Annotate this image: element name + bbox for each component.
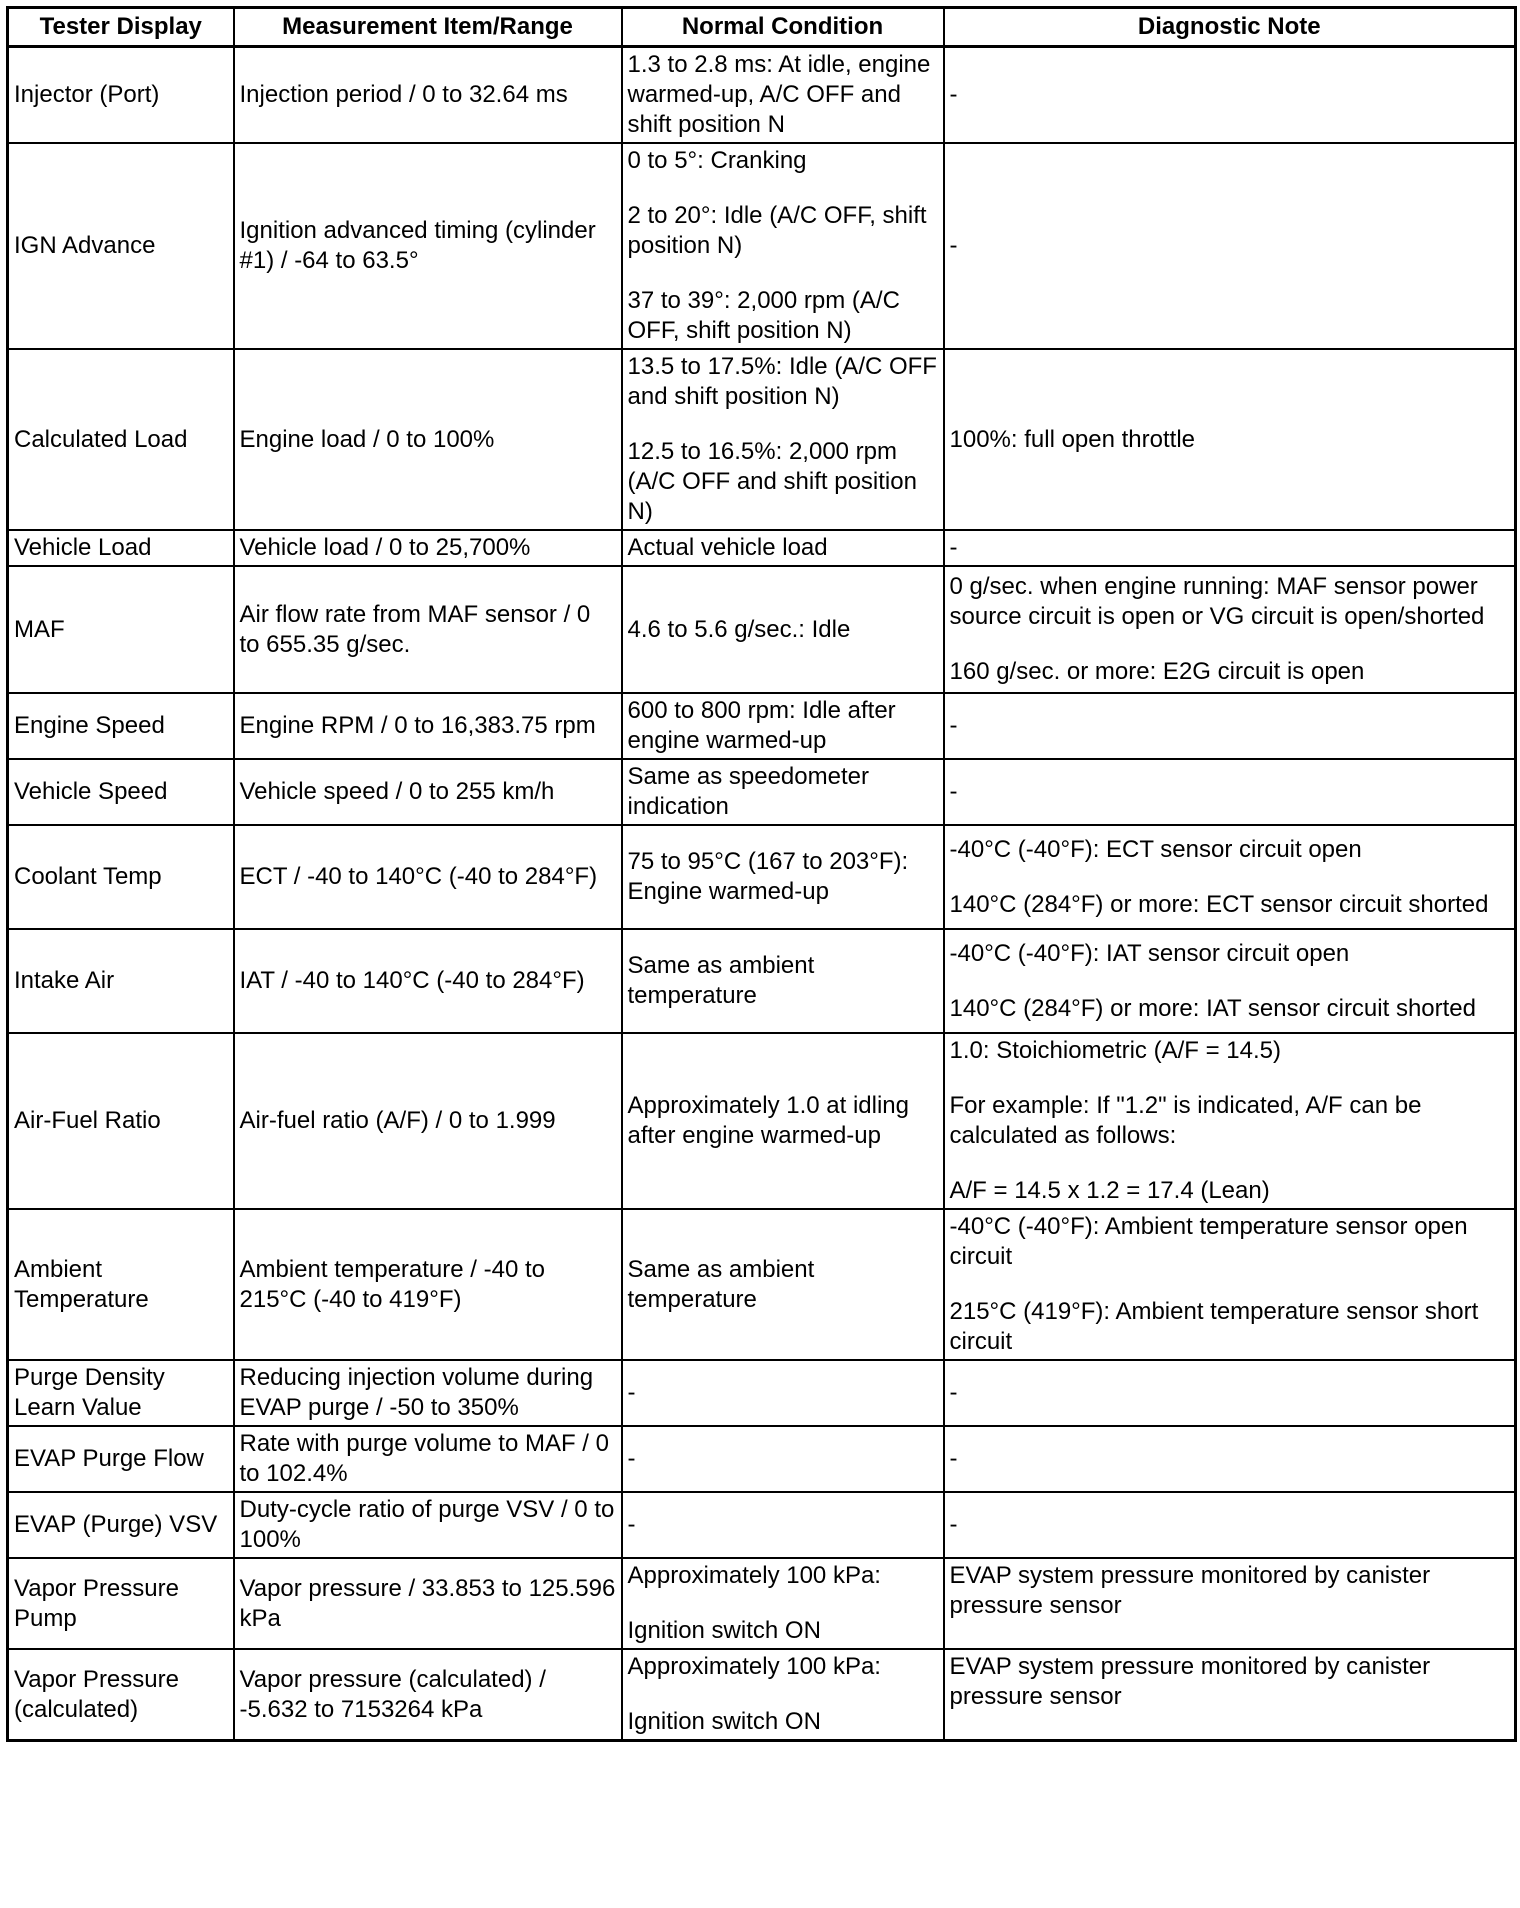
table-body [8,47,1516,1741]
cell-normal-condition [622,1360,944,1426]
cell-normal-condition-line: Approximately 1.0 at idling after engine warmed-up [627,1092,909,1149]
cell-normal-condition [622,566,944,693]
cell-normal-condition [622,1033,944,1209]
cell-measurement-item: Vehicle load / 0 to 25,700% [234,530,622,566]
header-row [8,8,1516,47]
table-row [8,47,1516,144]
cell-normal-condition-line: Same as ambient temperature [627,952,815,1009]
cell-normal-condition [622,349,944,530]
table-row [8,693,1516,759]
cell-diagnostic-note [944,1209,1516,1360]
cell-tester-display: Vapor Pressure (calculated) [8,1649,234,1741]
cell-tester-display: EVAP Purge Flow [8,1426,234,1492]
table-row [8,530,1516,566]
table-row [8,825,1516,929]
table-row [8,1492,1516,1558]
cell-diagnostic-note-line: - [949,232,958,259]
table-row [8,1558,1516,1649]
table-row [8,1360,1516,1426]
cell-tester-display: Ambient Temperature [8,1209,234,1360]
cell-measurement-item: IAT / -40 to 140°C (-40 to 284°F) [234,929,622,1033]
cell-diagnostic-note [944,1360,1516,1426]
cell-normal-condition-line: 37 to 39°: 2,000 rpm (A/C OFF, shift position N) [627,287,900,344]
cell-diagnostic-note-line: 100%: full open throttle [949,425,1195,453]
cell-normal-condition [622,929,944,1033]
cell-diagnostic-note [944,1492,1516,1558]
cell-measurement-item: Rate with purge volume to MAF / 0 to 102.4% [234,1426,622,1492]
cell-normal-condition [622,530,944,566]
cell-normal-condition-line: 600 to 800 rpm: Idle after engine warmed-up [627,697,896,754]
table-row [8,759,1516,825]
cell-normal-condition [622,1649,944,1741]
cell-measurement-item: Injection period / 0 to 32.64 ms [234,47,622,144]
cell-tester-display: Calculated Load [8,349,234,530]
table-row [8,1649,1516,1741]
cell-diagnostic-note-line: 215°C (419°F): Ambient temperature sensor short circuit [949,1298,1479,1355]
cell-tester-display: Air-Fuel Ratio [8,1033,234,1209]
cell-measurement-item: Reducing injection volume during EVAP purge / -50 to 350% [234,1360,622,1426]
cell-normal-condition [622,47,944,144]
cell-diagnostic-note [944,1558,1516,1649]
cell-normal-condition [622,1558,944,1649]
cell-diagnostic-note [944,1426,1516,1492]
cell-measurement-item: Engine load / 0 to 100% [234,349,622,530]
cell-measurement-item: ECT / -40 to 140°C (-40 to 284°F) [234,825,622,929]
cell-normal-condition [622,1492,944,1558]
table-row [8,566,1516,693]
cell-diagnostic-note-line: 160 g/sec. or more: E2G circuit is open [949,658,1365,685]
cell-normal-condition-line: Approximately 100 kPa: [627,1562,881,1589]
table-row [8,1033,1516,1209]
cell-measurement-item: Engine RPM / 0 to 16,383.75 rpm [234,693,622,759]
cell-measurement-item: Duty-cycle ratio of purge VSV / 0 to 100% [234,1492,622,1558]
cell-diagnostic-note-line: For example: If "1.2" is indicated, A/F can be calculated as follows: [949,1092,1422,1149]
cell-diagnostic-note-line: - [949,1445,958,1472]
cell-normal-condition [622,1209,944,1360]
header-measurement-item: Measurement Item/Range [234,8,622,47]
cell-measurement-item: Air flow rate from MAF sensor / 0 to 655.35 g/sec. [234,566,622,693]
cell-measurement-item: Vapor pressure / 33.853 to 125.596 kPa [234,1558,622,1649]
cell-measurement-item: Vapor pressure (calculated) / -5.632 to 7153264 kPa [234,1649,622,1741]
cell-measurement-item: Vehicle speed / 0 to 255 km/h [234,759,622,825]
cell-normal-condition-line: 0 to 5°: Cranking [627,147,807,174]
data-list-table [6,6,1517,1742]
cell-normal-condition-line: - [627,1379,636,1406]
cell-tester-display: Vehicle Load [8,530,234,566]
cell-diagnostic-note [944,47,1516,144]
cell-normal-condition [622,825,944,929]
cell-tester-display: Coolant Temp [8,825,234,929]
header-normal-condition: Normal Condition [622,8,944,47]
cell-normal-condition-line: 75 to 95°C (167 to 203°F): Engine warmed-up [627,848,909,905]
cell-diagnostic-note-line: - [949,712,958,739]
cell-tester-display: MAF [8,566,234,693]
cell-normal-condition-line: 4.6 to 5.6 g/sec.: Idle [627,615,851,643]
cell-diagnostic-note [944,566,1516,693]
cell-normal-condition-line: 2 to 20°: Idle (A/C OFF, shift position N) [627,202,927,259]
cell-diagnostic-note [944,693,1516,759]
table-header [8,8,1516,47]
cell-diagnostic-note-line: 140°C (284°F) or more: ECT sensor circuit shorted [949,890,1489,918]
cell-diagnostic-note-line: 1.0: Stoichiometric (A/F = 14.5) [949,1037,1281,1064]
cell-normal-condition-line: 13.5 to 17.5%: Idle (A/C OFF and shift position N) [627,353,937,410]
cell-tester-display: Purge Density Learn Value [8,1360,234,1426]
table-row [8,143,1516,349]
table-row [8,349,1516,530]
cell-diagnostic-note [944,143,1516,349]
cell-diagnostic-note-line: -40°C (-40°F): IAT sensor circuit open [949,939,1350,967]
cell-diagnostic-note [944,1033,1516,1209]
cell-tester-display: Engine Speed [8,693,234,759]
cell-normal-condition-line: Ignition switch ON [627,1617,821,1644]
cell-normal-condition-line: Actual vehicle load [627,534,828,561]
cell-diagnostic-note [944,929,1516,1033]
cell-normal-condition-line: 1.3 to 2.8 ms: At idle, engine warmed-up, A/C OFF and shift position N [627,51,931,138]
cell-normal-condition [622,693,944,759]
cell-diagnostic-note [944,759,1516,825]
cell-diagnostic-note-line: A/F = 14.5 x 1.2 = 17.4 (Lean) [949,1177,1270,1204]
cell-diagnostic-note-line: EVAP system pressure monitored by canister pressure sensor [949,1562,1431,1619]
cell-tester-display: Intake Air [8,929,234,1033]
cell-normal-condition [622,1426,944,1492]
cell-normal-condition [622,143,944,349]
table-row [8,929,1516,1033]
cell-tester-display: Vehicle Speed [8,759,234,825]
table-row [8,1426,1516,1492]
cell-tester-display: IGN Advance [8,143,234,349]
cell-diagnostic-note-line: 0 g/sec. when engine running: MAF sensor power source circuit is open or VG circuit is open/shorted [949,573,1485,630]
cell-diagnostic-note [944,349,1516,530]
cell-tester-display: Injector (Port) [8,47,234,144]
cell-measurement-item: Ambient temperature / -40 to 215°C (-40 to 419°F) [234,1209,622,1360]
cell-diagnostic-note [944,530,1516,566]
cell-diagnostic-note-line: 140°C (284°F) or more: IAT sensor circuit shorted [949,994,1476,1022]
cell-measurement-item: Air-fuel ratio (A/F) / 0 to 1.999 [234,1033,622,1209]
cell-diagnostic-note [944,825,1516,929]
cell-tester-display: EVAP (Purge) VSV [8,1492,234,1558]
data-list-sheet [6,6,1514,1742]
header-tester-display: Tester Display [8,8,234,47]
cell-normal-condition-line: Approximately 100 kPa: [627,1653,881,1680]
cell-diagnostic-note-line: -40°C (-40°F): ECT sensor circuit open [949,835,1362,863]
table-row [8,1209,1516,1360]
cell-diagnostic-note-line: EVAP system pressure monitored by canister pressure sensor [949,1653,1431,1710]
cell-normal-condition-line: Same as speedometer indication [627,763,869,820]
cell-normal-condition-line: - [627,1511,636,1538]
cell-normal-condition-line: - [627,1445,636,1472]
cell-measurement-item: Ignition advanced timing (cylinder #1) / -64 to 63.5° [234,143,622,349]
cell-diagnostic-note [944,1649,1516,1741]
cell-diagnostic-note-line: - [949,1379,958,1406]
cell-tester-display: Vapor Pressure Pump [8,1558,234,1649]
cell-diagnostic-note-line: - [949,534,958,561]
cell-normal-condition-line: Ignition switch ON [627,1708,821,1735]
cell-normal-condition-line: 12.5 to 16.5%: 2,000 rpm (A/C OFF and shift position N) [627,438,917,525]
cell-diagnostic-note-line: - [949,81,958,108]
cell-normal-condition [622,759,944,825]
cell-diagnostic-note-line: - [949,778,958,805]
cell-diagnostic-note-line: - [949,1511,958,1538]
header-diagnostic-note: Diagnostic Note [944,8,1516,47]
cell-diagnostic-note-line: -40°C (-40°F): Ambient temperature sensor open circuit [949,1213,1468,1270]
cell-normal-condition-line: Same as ambient temperature [627,1255,815,1313]
